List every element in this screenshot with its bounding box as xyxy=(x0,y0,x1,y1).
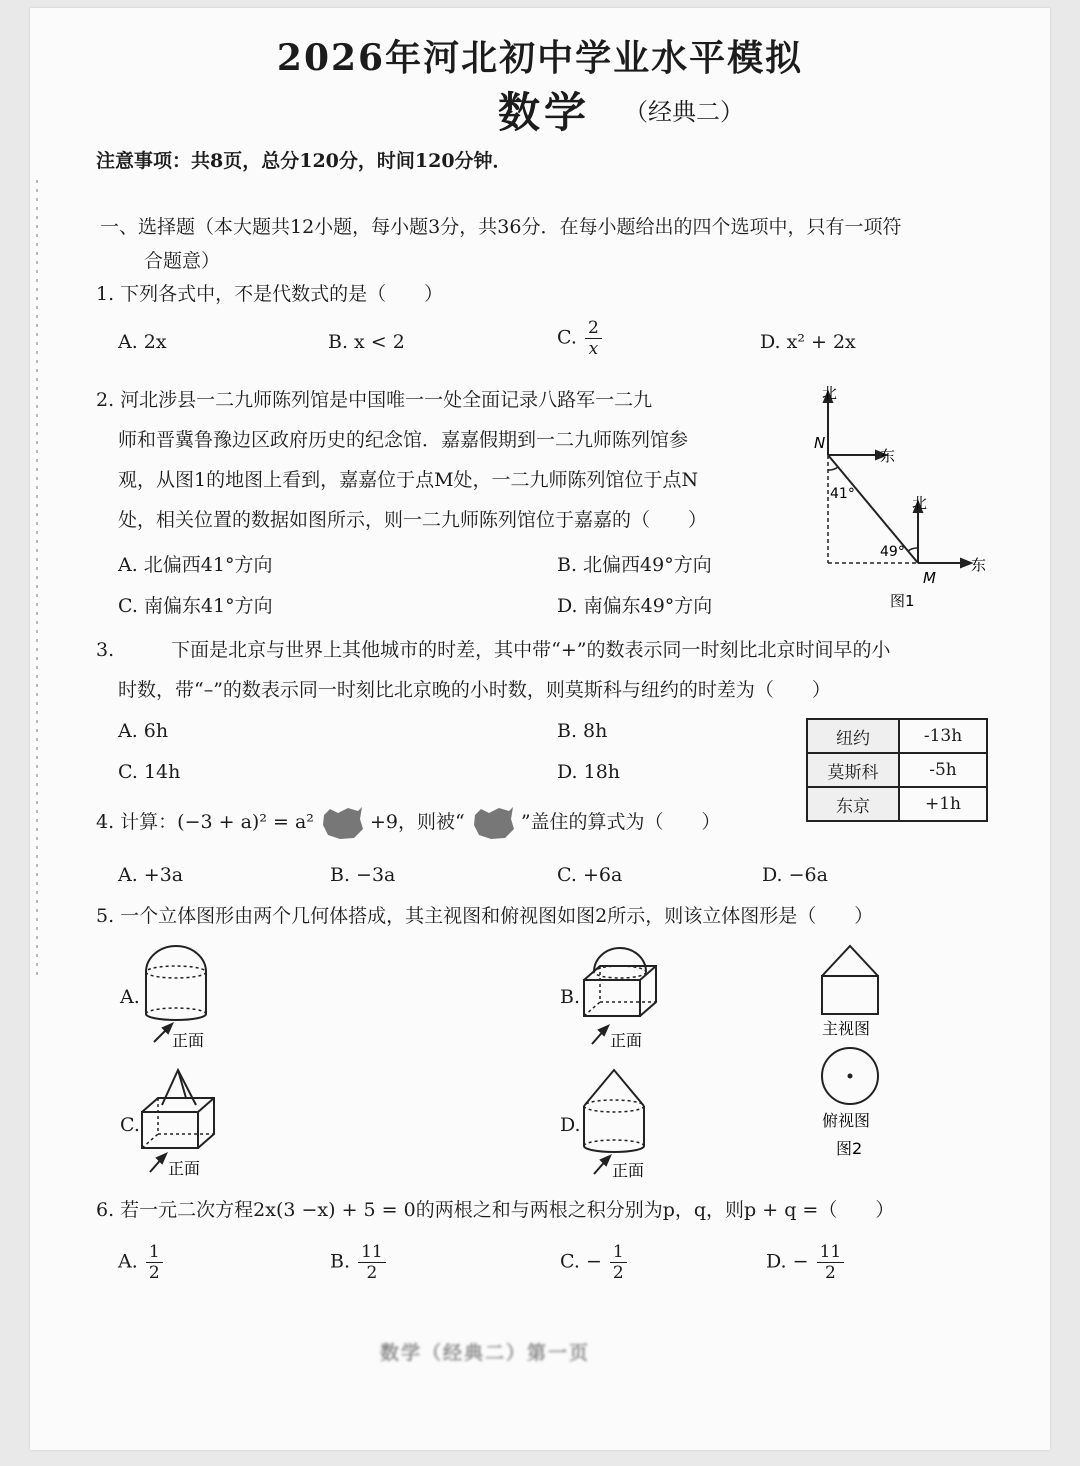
q1-option-c xyxy=(557,318,602,359)
q2-line2: 师和晋冀鲁豫边区政府历史的纪念馆．嘉嘉假期到一二九师陈列馆参 xyxy=(118,429,689,451)
page-footer: 数学（经典二）第一页 xyxy=(380,1342,591,1364)
q3-option-c: C. 14h xyxy=(118,761,181,783)
front-label: 正面 xyxy=(612,1161,645,1180)
section-heading-line2: 合题意） xyxy=(144,250,221,272)
q6-option-a xyxy=(118,1242,163,1283)
q4-option-b: B. −3a xyxy=(330,864,396,886)
cube-front-face xyxy=(142,1112,198,1148)
main-view-body xyxy=(822,976,878,1014)
cone-outline xyxy=(584,1070,644,1106)
q5-figure-d xyxy=(580,1066,670,1181)
q2-option-d: D. 南偏东49°方向 xyxy=(557,595,713,617)
ink-blot-icon xyxy=(320,805,364,841)
figure2-caption: 图2 xyxy=(836,1139,863,1158)
q5-figure-c xyxy=(138,1066,228,1181)
n-east-label: 东 xyxy=(880,447,896,465)
m-east-label: 东 xyxy=(971,556,987,574)
angle-41-arc xyxy=(828,467,838,470)
point-n-label: N xyxy=(814,434,826,452)
q2-line4: 处，相关位置的数据如图所示，则一二九师陈列馆位于嘉嘉的（ ） xyxy=(118,509,708,531)
q6-a-fraction xyxy=(146,1242,163,1283)
subject-title: 数学 xyxy=(498,88,591,137)
table-diff-cell: -13h xyxy=(899,719,987,753)
q6-a-denominator: 2 xyxy=(148,1263,160,1283)
section-heading-line1: 一、选择题（本大题共12小题，每小题3分，共36分．在每小题给出的四个选项中，只有一项符 xyxy=(100,216,902,238)
q3-option-b: B. 8h xyxy=(557,720,608,742)
section-heading xyxy=(100,210,901,278)
q6-b-label: B. xyxy=(330,1250,351,1273)
q5-option-c: C. xyxy=(120,1114,140,1136)
figure1-caption: 图1 xyxy=(890,592,915,610)
q6-b-fraction xyxy=(358,1242,386,1283)
q4-option-d: D. −6a xyxy=(762,864,828,886)
table-city-cell: 纽约 xyxy=(807,719,899,753)
q6-d-label: D. − xyxy=(766,1250,809,1273)
q6-c-fraction xyxy=(610,1242,627,1283)
table-row xyxy=(807,787,987,821)
n-north-label: 北 xyxy=(822,384,838,402)
table-diff-cell: +1h xyxy=(899,787,987,821)
q3-option-a: A. 6h xyxy=(118,720,169,742)
q1-option-c-fraction xyxy=(585,318,602,359)
q5-option-d: D. xyxy=(560,1114,581,1136)
q3-option-d: D. 18h xyxy=(557,761,621,783)
q5-option-b: B. xyxy=(560,986,581,1008)
q6-c-label: C. − xyxy=(560,1250,602,1273)
cylinder-bottom xyxy=(146,1014,206,1020)
q6-b-denominator: 2 xyxy=(366,1263,378,1283)
edition-label: （经典二） xyxy=(624,98,744,126)
hemisphere-outline xyxy=(594,948,646,972)
q5-figure-a xyxy=(140,942,230,1052)
table-row xyxy=(807,719,987,753)
figure1-direction-diagram xyxy=(808,380,1008,615)
q1-c-numerator: 2 xyxy=(585,318,602,339)
top-view-label: 俯视图 xyxy=(822,1111,871,1130)
top-view-center-dot xyxy=(848,1074,853,1079)
q4-option-a: A. +3a xyxy=(118,864,184,886)
table-city-cell: 东京 xyxy=(807,787,899,821)
table-diff-cell: -5h xyxy=(899,753,987,787)
q3-line1: 3. 下面是北京与世界上其他城市的时差，其中带“+”的数表示同一时刻比北京时间早的小 xyxy=(96,639,891,661)
cube-front-face xyxy=(584,980,640,1016)
q2-option-b: B. 北偏西49°方向 xyxy=(557,554,712,576)
main-view-label: 主视图 xyxy=(822,1019,871,1038)
main-view-roof xyxy=(822,946,878,976)
q1-option-a: A. 2x xyxy=(118,331,167,353)
q5-option-a: A. xyxy=(120,986,140,1008)
q5-stem: 5. 一个立体图形由两个几何体搭成，其主视图和俯视图如图2所示，则该立体图形是（ ） xyxy=(96,905,874,927)
q1-c-denominator: x xyxy=(588,339,599,359)
angle-49-arc xyxy=(908,548,918,551)
q6-c-denominator: 2 xyxy=(612,1263,624,1283)
q4-middle: +9，则被“ xyxy=(369,811,465,833)
q1-stem: 1. 下列各式中，不是代数式的是（ ） xyxy=(96,283,444,305)
q6-option-d xyxy=(766,1242,844,1283)
front-label: 正面 xyxy=(172,1031,205,1050)
q1-option-d: D. x² + 2x xyxy=(760,331,856,353)
figure2-views xyxy=(806,942,896,1162)
q4-suffix: ”盖住的算式为（ ） xyxy=(520,811,721,833)
q6-a-numerator: 1 xyxy=(146,1242,163,1263)
q2-option-a: A. 北偏西41°方向 xyxy=(118,554,273,576)
ink-blot-icon xyxy=(471,805,515,841)
q4-prefix: 4. 计算：(−3 + a)² = a² xyxy=(96,811,314,833)
q4-stem xyxy=(96,802,721,842)
q6-d-fraction xyxy=(817,1242,845,1283)
q5-figure-b xyxy=(580,942,670,1052)
point-m-label: M xyxy=(923,569,936,587)
q1-option-b: B. x < 2 xyxy=(328,331,405,353)
front-label: 正面 xyxy=(610,1031,643,1050)
binding-margin-dots xyxy=(36,180,38,980)
q6-b-numerator: 11 xyxy=(358,1242,386,1263)
cylinder-bottom xyxy=(584,1146,644,1152)
m-north-label: 北 xyxy=(912,494,928,512)
q6-stem: 6. 若一元二次方程2x(3 −x) + 5 = 0的两根之和与两根之积分别为p，q，则p + q =（ ） xyxy=(96,1199,895,1221)
angle-41-label: 41° xyxy=(830,486,855,502)
q6-d-numerator: 11 xyxy=(817,1242,845,1263)
angle-49-label: 49° xyxy=(880,544,905,560)
q2-option-c: C. 南偏东41°方向 xyxy=(118,595,273,617)
q3-line2: 时数，带“–”的数表示同一时刻比北京晚的小时数，则莫斯科与纽约的时差为（ ） xyxy=(118,679,831,701)
hemisphere-base-dashed xyxy=(146,966,206,978)
q2-line1: 2. 河北涉县一二九师陈列馆是中国唯一一处全面记录八路军一二九 xyxy=(96,389,653,411)
table-city-cell: 莫斯科 xyxy=(807,753,899,787)
q6-d-denominator: 2 xyxy=(825,1263,836,1283)
q2-line3: 观，从图1的地图上看到，嘉嘉位于点M处，一二九师陈列馆位于点N xyxy=(118,469,699,491)
q6-a-label: A. xyxy=(118,1250,138,1273)
m-east-arrow-icon xyxy=(961,559,971,567)
q6-option-c xyxy=(560,1242,627,1283)
q1-option-c-label: C. xyxy=(557,326,577,349)
front-label: 正面 xyxy=(168,1159,201,1178)
q6-option-b xyxy=(330,1242,386,1283)
q4-option-c: C. +6a xyxy=(557,864,623,886)
time-difference-table xyxy=(806,718,988,822)
exam-notes: 注意事项：共8页，总分120分，时间120分钟． xyxy=(96,150,512,172)
table-row xyxy=(807,753,987,787)
exam-title: 2026年河北初中学业水平模拟 xyxy=(276,37,804,79)
q6-c-numerator: 1 xyxy=(610,1242,627,1263)
